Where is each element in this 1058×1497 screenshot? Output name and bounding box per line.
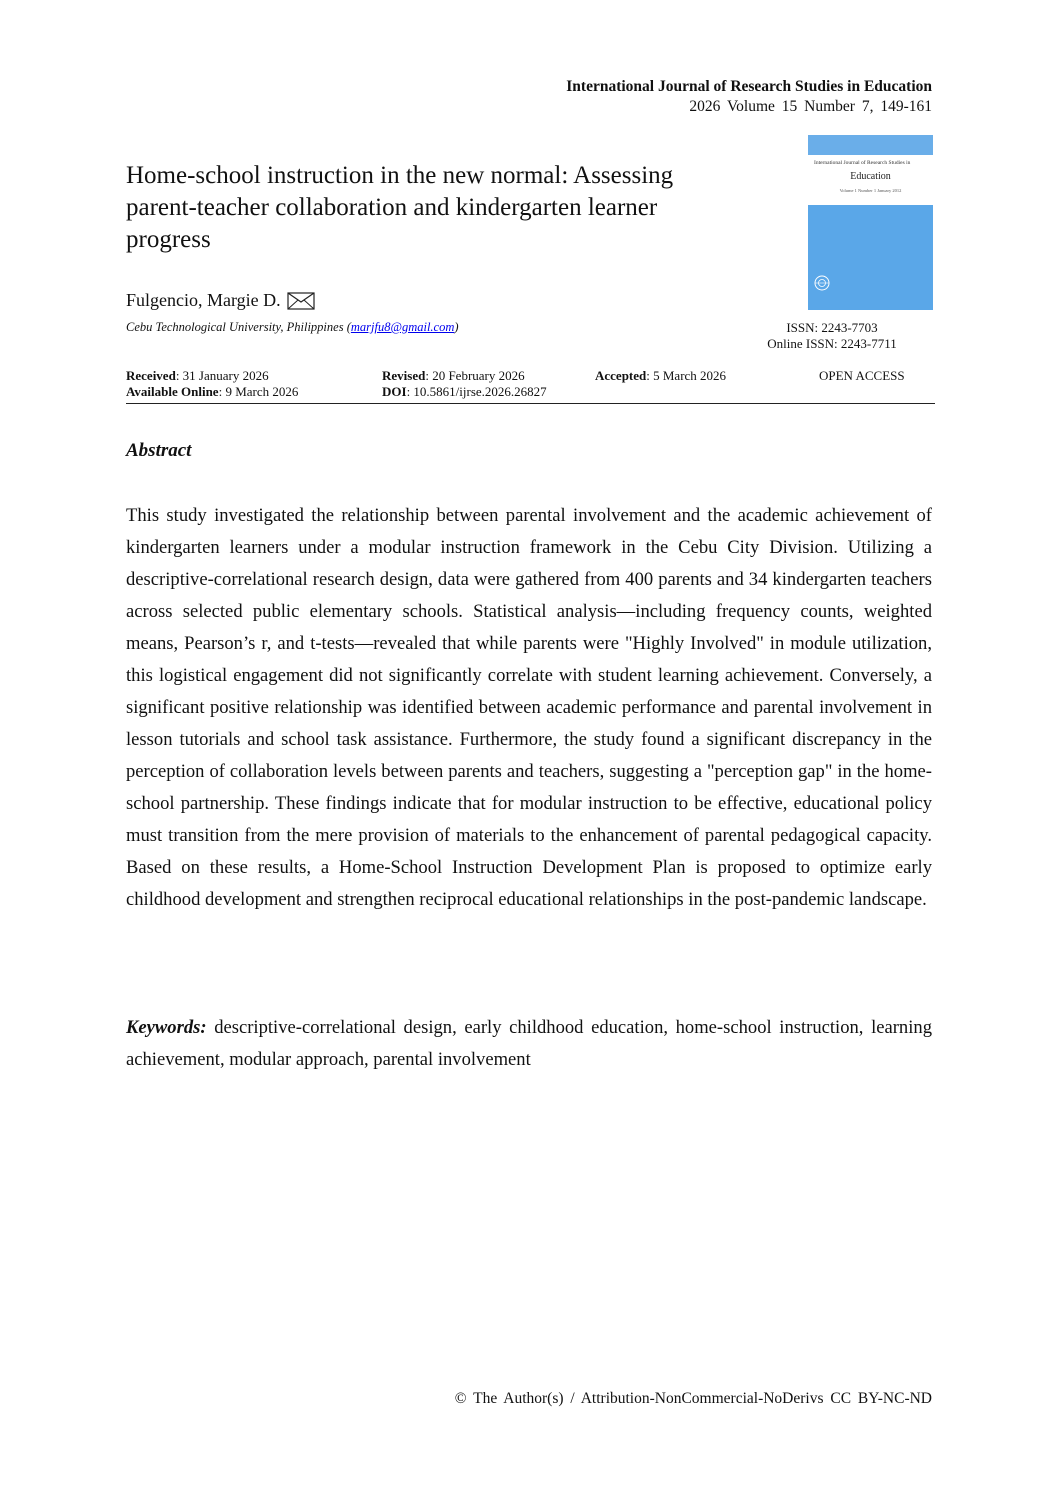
received-label: Received [126,368,176,383]
cover-top-band [808,135,933,155]
revised-value: : 20 February 2026 [425,368,525,383]
mail-icon[interactable] [287,292,315,310]
keywords-label: Keywords: [126,1017,207,1038]
cover-logo-icon [814,275,830,291]
accepted-value: : 5 March 2026 [646,368,727,383]
journal-issue: 2026 Volume 15 Number 7, 149-161 [689,98,932,115]
email-link[interactable]: marjfu8@gmail.com [350,320,455,334]
journal-name: International Journal of Research Studies in Education [566,78,932,95]
cover-journal-title: International Journal of Research Studies in [814,160,911,166]
revised-date [382,368,525,383]
license-footer: © The Author(s) / Attribution-NonCommercial-NoDerivs CC BY-NC-ND [454,1390,932,1407]
abstract-text: This study investigated the relationship between parental involvement and the academic achievement of kindergarten learners under a modular instruction framework in the Cebu City Division. Utilizing a descriptive-correlational research design, data were gathered from 400 parents and 34 kindergarten teachers across selected public elementary schools. Statistical analysis—including frequency counts, weighted means, Pearson’s r, and t-tests—revealed that while parents were "Highly Involved" in module utilization, this logistical engagement did not significantly correlate with student learning achievement. Conversely, a significant positive relationship was identified between academic performance and parental involvement in lesson tutorials and school task assistance. Furthermore, the study found a significant discrepancy in the perception of collaboration levels between parents and teachers, suggesting a "perception gap" in the home-school partnership. These findings indicate that for modular instruction to be effective, educational policy must transition from the mere provision of materials to the enhancement of parental pedagogical capacity. Based on these results, a Home-School Instruction Development Plan is proposed to optimize early childhood development and strengthen reciprocal educational relationships in the post-pandemic landscape. [126,505,932,910]
author-row [126,290,315,311]
keywords-text: descriptive-correlational design, early childhood education, home-school instruction, learning achievement, modular approach, parental involvement [126,1017,932,1070]
affiliation-line [126,320,459,335]
affiliation: Cebu Technological University, Philippines [126,320,344,334]
online-date [126,384,298,399]
doi [382,384,547,399]
issn-online: Online ISSN: 2243-7711 [767,336,897,351]
article-title: Home-school instruction in the new normal: Assessing parent-teacher collaboration and kindergarten learner progress [126,162,674,253]
issn-block [732,320,932,352]
issn-print: ISSN: 2243-7703 [786,320,878,335]
email-close-paren: ) [454,320,459,334]
received-value: : 31 January 2026 [175,368,269,383]
revised-label: Revised [382,368,426,383]
accepted-date [595,368,726,383]
author-name: Fulgencio, Margie D. [126,290,281,310]
email-open-paren: ( [346,320,351,334]
online-label: Available Online [126,384,219,399]
cover-volume: Volume 1 Number 1 January 2012 [839,188,902,193]
doi-value: : 10.5861/ijrse.2026.26827 [406,384,547,399]
keywords-paragraph [126,1012,932,1076]
accepted-label: Accepted [595,368,647,383]
header-divider [126,403,935,404]
cover-subject: Education [850,171,891,182]
received-date [126,368,269,383]
open-access-label: OPEN ACCESS [819,368,905,383]
doi-label: DOI [382,384,407,399]
journal-cover [808,135,933,310]
abstract-heading: Abstract [126,440,192,461]
online-value: : 9 March 2026 [218,384,299,399]
